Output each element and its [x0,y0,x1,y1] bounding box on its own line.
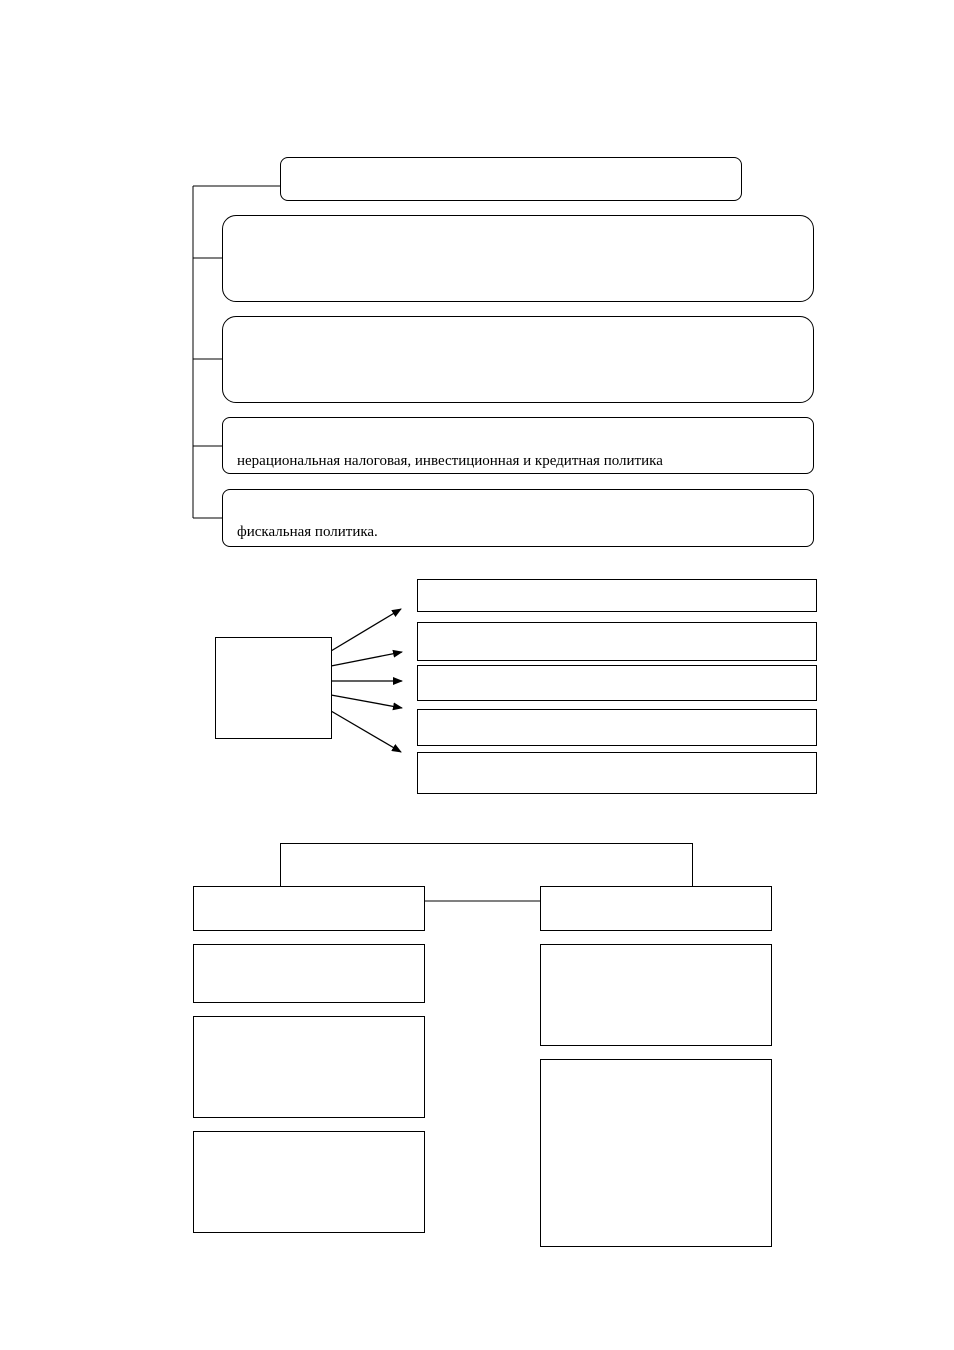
arrow-2 [331,652,402,666]
section1-item-box-3 [222,417,814,474]
arrow-5 [331,711,401,752]
section3-right-item-box-1 [540,944,772,1046]
arrow-4 [331,695,402,708]
section1-item-box-1 [222,215,814,302]
section3-top-box [280,843,693,887]
section2-arrows [331,609,402,752]
section1-title-box [280,157,742,201]
section2-target-box-5 [417,752,817,794]
section3-left-item-box-2 [193,1016,425,1118]
section1-item-box-4 [222,489,814,547]
section1-item-box-2 [222,316,814,403]
section2-target-box-4 [417,709,817,746]
arrow-1 [331,609,401,651]
section1-item-4: фискальная политика. [237,524,378,540]
section2-target-box-3 [417,665,817,701]
section1-item-3: нерациональная налоговая, инвестиционная и кредитная политика [237,453,663,469]
section3-left-head-box [193,886,425,931]
section3-left-item-box-1 [193,944,425,1003]
section3-left-item-box-3 [193,1131,425,1233]
section2-source-box [215,637,332,739]
section3-right-head-box [540,886,772,931]
section2-target-box-2 [417,622,817,661]
section3-right-item-box-2 [540,1059,772,1247]
section2-target-box-1 [417,579,817,612]
